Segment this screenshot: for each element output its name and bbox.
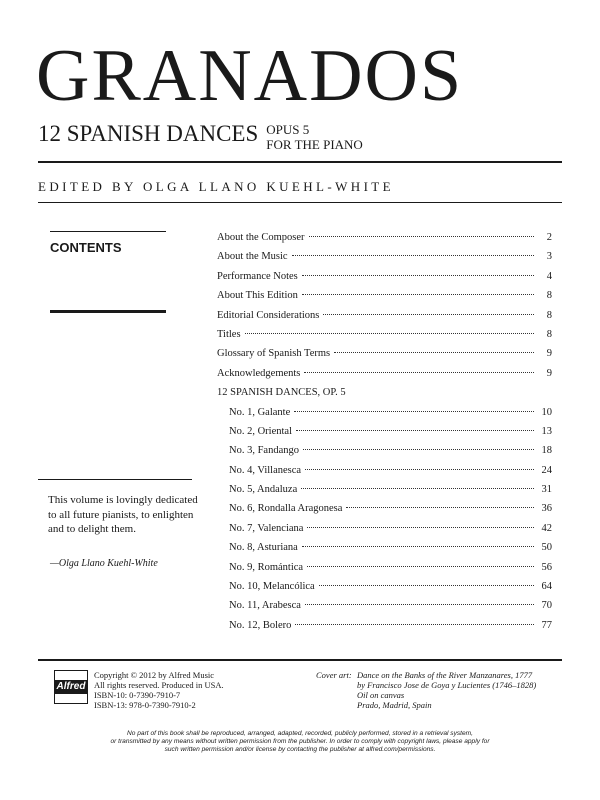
toc-entry-page: 70 bbox=[541, 600, 552, 612]
toc-entry bbox=[217, 247, 552, 266]
cover-art-line: by Francisco Jose de Goya y Lucientes (1746–1828) bbox=[357, 680, 537, 690]
toc-leader-dots bbox=[309, 236, 535, 237]
instrument-label: FOR THE PIANO bbox=[266, 137, 363, 152]
toc-entry-page: 50 bbox=[541, 542, 552, 554]
cover-art-line: Prado, Madrid, Spain bbox=[357, 700, 432, 710]
editor-rule bbox=[38, 202, 562, 203]
toc-entry-page: 10 bbox=[541, 406, 552, 418]
toc-entry-label: No. 8, Asturiana bbox=[229, 542, 298, 554]
legal-line: No part of this book shall be reproduced, arranged, adapted, recorded, publicly performed, stored in a retrieval system, bbox=[127, 730, 473, 737]
toc-entry-page: 24 bbox=[541, 464, 552, 476]
toc-entry-page: 18 bbox=[541, 445, 552, 457]
contents-bottom-rule bbox=[50, 310, 166, 313]
legal-notice bbox=[60, 730, 540, 754]
toc-entry-page: 8 bbox=[546, 290, 552, 302]
toc-entry bbox=[217, 519, 552, 538]
contents-heading: CONTENTS bbox=[50, 240, 122, 255]
legal-line: or transmitted by any means without written permission from the publisher. In order to comply with copyright laws, please apply for bbox=[110, 738, 490, 745]
toc-leader-dots bbox=[303, 449, 534, 450]
toc-entry bbox=[217, 480, 552, 499]
alfred-logo-text: Alfred bbox=[56, 681, 86, 692]
toc-entry-page: 36 bbox=[541, 503, 552, 515]
copyright-block bbox=[94, 670, 224, 710]
toc-entry bbox=[217, 306, 552, 325]
toc-entry-page: 8 bbox=[546, 328, 552, 340]
dedication-rule bbox=[38, 479, 192, 480]
toc-entry-label: No. 3, Fandango bbox=[229, 445, 299, 457]
toc-entry-label: No. 10, Melancólica bbox=[229, 581, 315, 593]
toc-leader-dots bbox=[319, 585, 534, 586]
dedication-signature: —Olga Llano Kuehl-White bbox=[50, 558, 158, 569]
toc-leader-dots bbox=[292, 255, 534, 256]
toc-entry-page: 9 bbox=[546, 348, 552, 360]
toc-leader-dots bbox=[307, 566, 534, 567]
toc-entry-label: No. 2, Oriental bbox=[229, 425, 292, 437]
copyright-line: ISBN-10: 0-7390-7910-7 bbox=[94, 690, 181, 700]
cover-art-line: Oil on canvas bbox=[357, 690, 405, 700]
toc-leader-dots bbox=[334, 352, 534, 353]
toc-entry-label: About the Music bbox=[217, 251, 288, 263]
toc-entry bbox=[217, 422, 552, 441]
toc-leader-dots bbox=[296, 430, 534, 431]
toc-entry bbox=[217, 538, 552, 557]
alfred-logo bbox=[54, 670, 88, 704]
toc-entry-label: No. 11, Arabesca bbox=[229, 600, 301, 612]
toc-leader-dots bbox=[304, 372, 534, 373]
toc-entry-label: Editorial Considerations bbox=[217, 309, 320, 321]
toc-entry-label: No. 5, Andaluza bbox=[229, 484, 298, 496]
toc-leader-dots bbox=[323, 314, 534, 315]
toc-entry-page: 3 bbox=[546, 251, 552, 263]
copyright-line: ISBN-13: 978-0-7390-7910-2 bbox=[94, 700, 196, 710]
dedication-text: This volume is lovingly dedicated to all future pianists, to enlighten and to delight them. bbox=[48, 494, 198, 535]
cover-art-label: Cover art: bbox=[316, 670, 352, 680]
toc-entry-page: 64 bbox=[541, 581, 552, 593]
toc-leader-dots bbox=[346, 507, 534, 508]
toc-leader-dots bbox=[307, 527, 534, 528]
legal-line: such written permission and/or license by contacting the publisher at alfred.com/permissions. bbox=[164, 746, 436, 753]
copyright-line: All rights reserved. Produced in USA. bbox=[94, 680, 224, 690]
toc-entry-label: No. 12, Bolero bbox=[229, 619, 292, 631]
toc-entry-label: No. 7, Valenciana bbox=[229, 522, 304, 534]
book-subtitle bbox=[38, 121, 363, 152]
toc-entry-page: 13 bbox=[541, 425, 552, 437]
opus-label: OPUS 5 bbox=[266, 122, 310, 137]
toc-entry bbox=[217, 383, 552, 402]
header-rule bbox=[38, 161, 562, 163]
toc-entry bbox=[217, 558, 552, 577]
toc-leader-dots bbox=[295, 624, 534, 625]
toc-entry-label: No. 4, Villanesca bbox=[229, 464, 302, 476]
toc-entry bbox=[217, 596, 552, 615]
toc-leader-dots bbox=[305, 604, 534, 605]
toc-leader-dots bbox=[294, 411, 534, 412]
toc-entry bbox=[217, 267, 552, 286]
toc-entry bbox=[217, 461, 552, 480]
toc-entry-label: About the Composer bbox=[217, 232, 305, 243]
toc-leader-dots bbox=[302, 546, 534, 547]
toc-leader-dots bbox=[302, 294, 534, 295]
toc-entry bbox=[217, 286, 552, 305]
toc-entry bbox=[217, 499, 552, 518]
toc-entry-page: 56 bbox=[541, 561, 552, 573]
table-of-contents bbox=[217, 228, 552, 635]
toc-entry-label: Acknowledgements bbox=[217, 367, 301, 379]
toc-entry-page: 9 bbox=[546, 367, 552, 379]
toc-leader-dots bbox=[301, 488, 534, 489]
toc-entry-page: 77 bbox=[541, 619, 552, 631]
toc-entry bbox=[217, 364, 552, 383]
toc-entry bbox=[217, 325, 552, 344]
toc-leader-dots bbox=[305, 469, 534, 470]
contents-top-rule bbox=[50, 231, 166, 232]
toc-entry-label: About This Edition bbox=[217, 290, 298, 302]
toc-entry-label: 12 SPANISH DANCES, OP. 5 bbox=[217, 387, 346, 399]
copyright-line: Copyright © 2012 by Alfred Music bbox=[94, 670, 215, 680]
footer-rule bbox=[38, 659, 562, 661]
toc-entry bbox=[217, 403, 552, 422]
cover-art-line: Dance on the Banks of the River Manzanares, 1777 bbox=[357, 670, 533, 680]
editor-credit: EDITED BY OLGA LLANO KUEHL-WHITE bbox=[38, 179, 394, 194]
toc-entry bbox=[217, 228, 552, 247]
toc-leader-dots bbox=[302, 275, 534, 276]
toc-entry-label: Glossary of Spanish Terms bbox=[217, 348, 331, 360]
subtitle-main: 12 SPANISH DANCES bbox=[38, 121, 259, 146]
toc-entry-page: 8 bbox=[546, 309, 552, 321]
toc-entry-label: No. 6, Rondalla Aragonesa bbox=[229, 503, 343, 515]
toc-entry-page: 31 bbox=[541, 484, 552, 496]
toc-entry-page: 4 bbox=[546, 270, 552, 282]
toc-entry-label: Titles bbox=[217, 328, 241, 340]
book-title: GRANADOS bbox=[36, 35, 464, 117]
toc-entry bbox=[217, 577, 552, 596]
toc-entry bbox=[217, 616, 552, 635]
toc-entry bbox=[217, 441, 552, 460]
toc-leader-dots bbox=[245, 333, 534, 334]
toc-entry-page: 2 bbox=[546, 232, 552, 243]
toc-entry-page: 42 bbox=[541, 522, 552, 534]
cover-art-block bbox=[357, 670, 536, 710]
toc-entry-label: Performance Notes bbox=[217, 270, 298, 282]
toc-entry-label: No. 1, Galante bbox=[229, 406, 291, 418]
subtitle-side bbox=[266, 121, 363, 152]
toc-entry bbox=[217, 344, 552, 363]
toc-entry-label: No. 9, Romántica bbox=[229, 561, 304, 573]
